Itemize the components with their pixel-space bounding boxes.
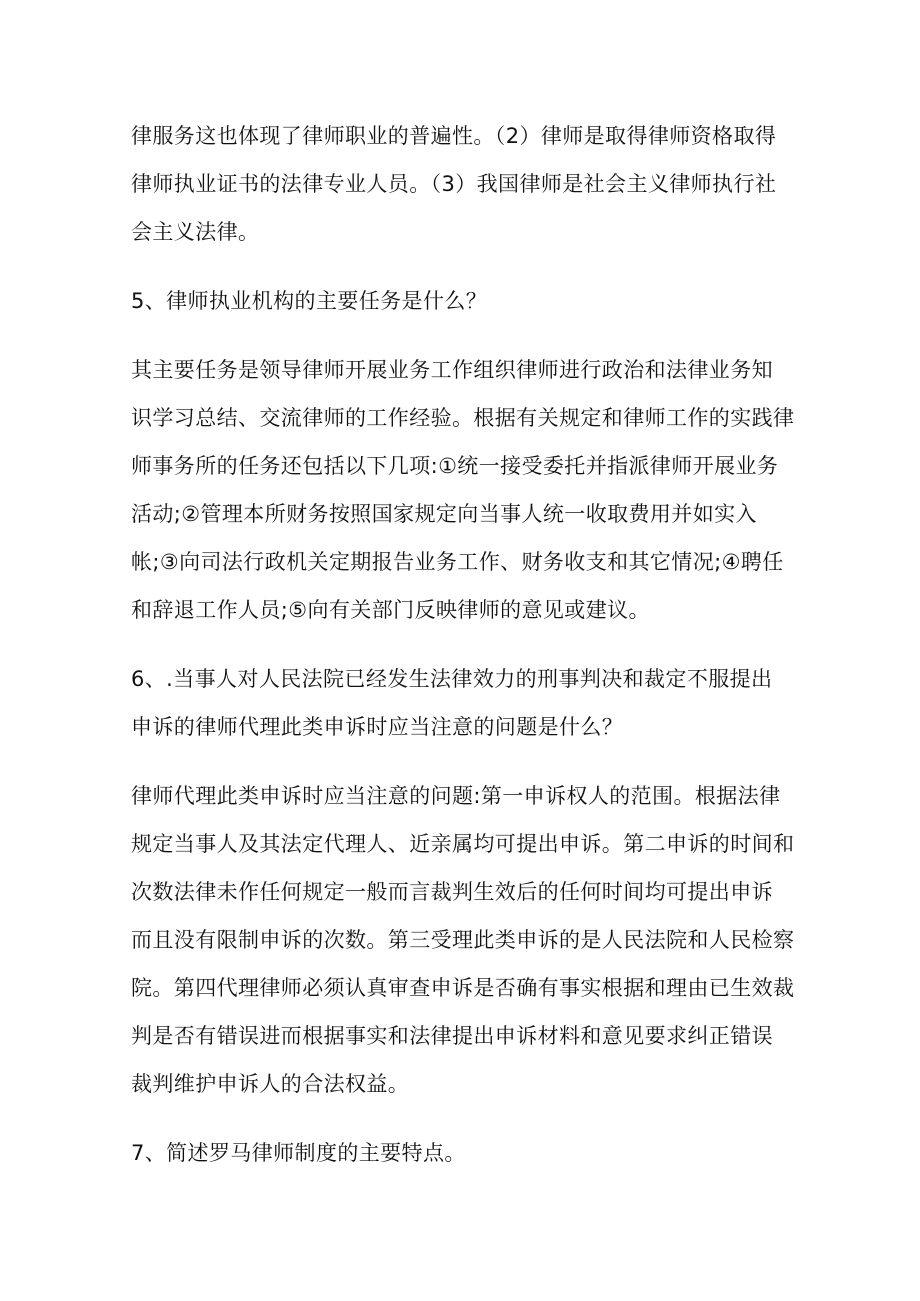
question-6: [131, 655, 801, 751]
text-line: 裁判维护申诉人的合法权益。: [131, 1072, 410, 1096]
text-line: 判是否有错误进而根据事实和法律提出申诉材料和意见要求纠正错误: [131, 1024, 773, 1048]
answer-6: [131, 772, 801, 1108]
text-line: 其主要任务是领导律师开展业务工作组织律师进行政治和法律业务知: [131, 358, 773, 382]
text-line: 会主义法律。: [131, 220, 260, 244]
text-line: 而且没有限制申诉的次数。第三受理此类申诉的是人民法院和人民检察: [131, 928, 795, 952]
text-line: 次数法律未作任何规定一般而言裁判生效后的任何时间均可提出申诉: [131, 880, 773, 904]
text-line: 律师代理此类申诉时应当注意的问题:第一申诉权人的范围。根据法律: [131, 784, 781, 808]
question-line: 6、.当事人对人民法院已经发生法律效力的刑事判决和裁定不服提出: [131, 667, 773, 691]
paragraph-lawyer-definition: [131, 112, 801, 256]
text-line: 识学习总结、交流律师的工作经验。根据有关规定和律师工作的实践律: [131, 406, 795, 430]
text-line: 师事务所的任务还包括以下几项:①统一接受委托并指派律师开展业务: [131, 454, 779, 478]
question-line: 7、简述罗马律师制度的主要特点。: [131, 1141, 466, 1165]
text-line: 活动;②管理本所财务按照国家规定向当事人统一收取费用并如实入: [131, 502, 757, 526]
text-line: 院。第四代理律师必须认真审查申诉是否确有事实根据和理由已生效裁: [131, 976, 795, 1000]
text-line: 帐;③向司法行政机关定期报告业务工作、财务收支和其它情况;④聘任: [131, 550, 784, 574]
text-line: 律师执业证书的法律专业人员。（3）我国律师是社会主义律师执行社: [131, 172, 777, 196]
text-line: 和辞退工作人员;⑤向有关部门反映律师的意见或建议。: [131, 598, 650, 622]
text-line: 律服务这也体现了律师职业的普遍性。（2）律师是取得律师资格取得: [131, 124, 777, 148]
question-7: [131, 1129, 801, 1177]
answer-5: [131, 346, 801, 634]
question-line: 5、律师执业机构的主要任务是什么？: [131, 289, 488, 313]
question-5: [131, 277, 801, 325]
question-line: 申诉的律师代理此类申诉时应当注意的问题是什么？: [131, 715, 624, 739]
text-line: 规定当事人及其法定代理人、近亲属均可提出申诉。第二申诉的时间和: [131, 832, 795, 856]
document-body: [131, 112, 801, 1177]
